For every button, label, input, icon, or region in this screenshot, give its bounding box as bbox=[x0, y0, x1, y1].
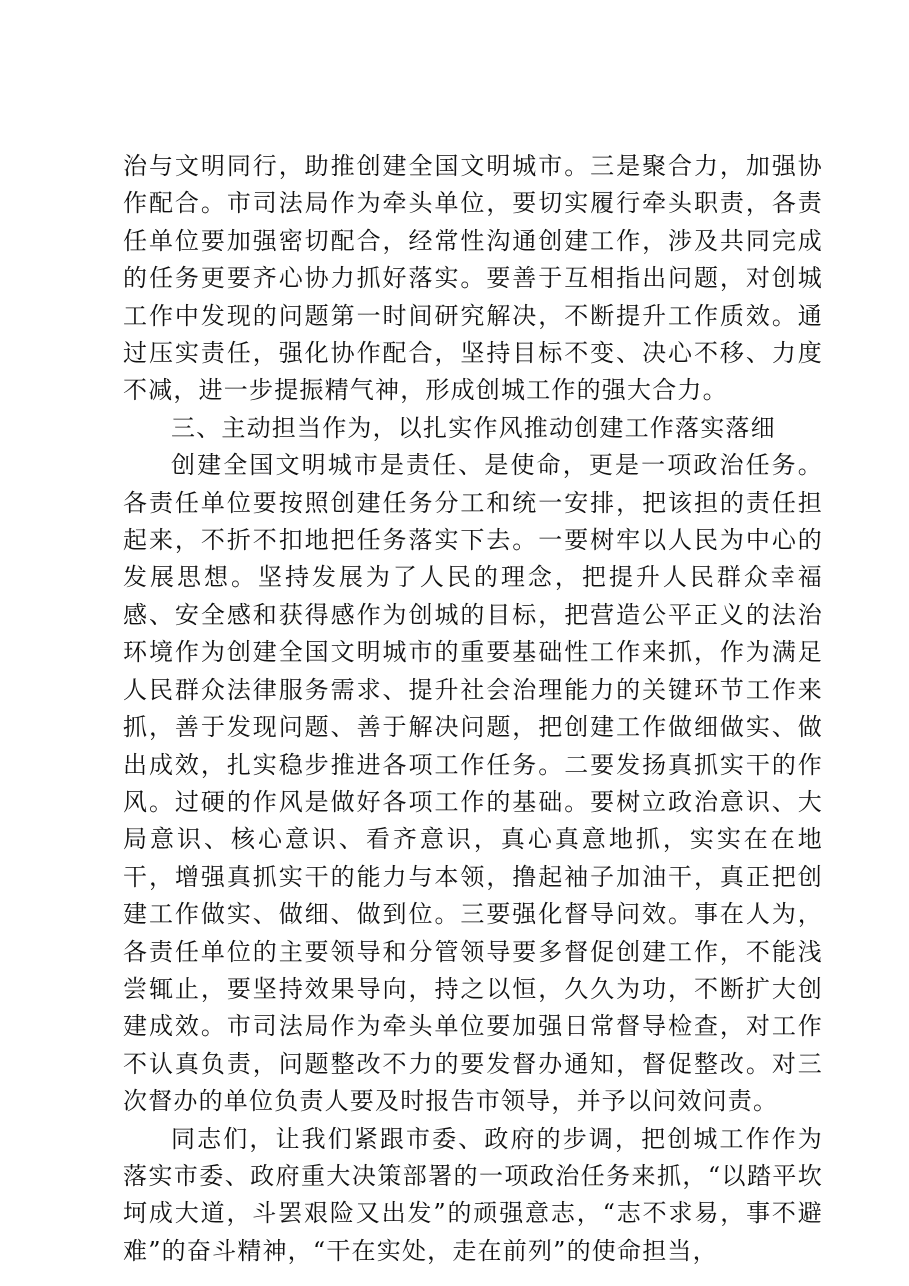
document-body bbox=[123, 148, 823, 1270]
paragraph-continuation: 治与文明同行，助推创建全国文明城市。三是聚合力，加强协作配合。市司法局作为牵头单位，要切实履行牵头职责，各责任单位要加强密切配合，经常性沟通创建工作，涉及共同完成的任务更要齐心协力抓好落实。要善于互相指出问题，对创城工作中发现的问题第一时间研究解决，不断提升工作质效。通过压实责任，强化协作配合，坚持目标不变、决心不移、力度不减，进一步提振精气神，形成创城工作的强大合力。 bbox=[123, 152, 823, 405]
paragraph-closing: 同志们，让我们紧跟市委、政府的步调，把创城工作作为落实市委、政府重大决策部署的一项政治任务来抓，“以踏平坎坷成大道，斗罢艰险又出发”的顽强意志，“志不求易，事不避难”的奋斗精神，“干在实处，走在前列”的使命担当， bbox=[123, 1124, 823, 1265]
section-heading: 三、主动担当作为，以扎实作风推动创建工作落实落细 bbox=[171, 413, 776, 442]
paragraph-section-body: 创建全国文明城市是责任、是使命，更是一项政治任务。各责任单位要按照创建任务分工和统一安排，把该担的责任担起来，不折不扣地把任务落实下去。一要树牢以人民为中心的发展思想。坚持发展为了人民的理念，把提升人民群众幸福感、安全感和获得感作为创城的目标，把营造公平正义的法治环境作为创建全国文明城市的重要基础性工作来抓，作为满足人民群众法律服务需求、提升社会治理能力的关键环节工作来抓，善于发现问题、善于解决问题，把创建工作做细做实、做出成效，扎实稳步推进各项工作任务。二要发扬真抓实干的作风。过硬的作风是做好各项工作的基础。要树立政治意识、大局意识、核心意识、看齐意识，真心真意地抓，实实在在地干，增强真抓实干的能力与本领，撸起袖子加油干，真正把创建工作做实、做细、做到位。三要强化督导问效。事在人为，各责任单位的主要领导和分管领导要多督促创建工作，不能浅尝辄止，要坚持效果导向，持之以恒，久久为功，不断扩大创建成效。市司法局作为牵头单位要加强日常督导检查，对工作不认真负责，问题整改不力的要发督办通知，督促整改。对三次督办的单位负责人要及时报告市领导，并予以问效问责。 bbox=[123, 451, 823, 1116]
